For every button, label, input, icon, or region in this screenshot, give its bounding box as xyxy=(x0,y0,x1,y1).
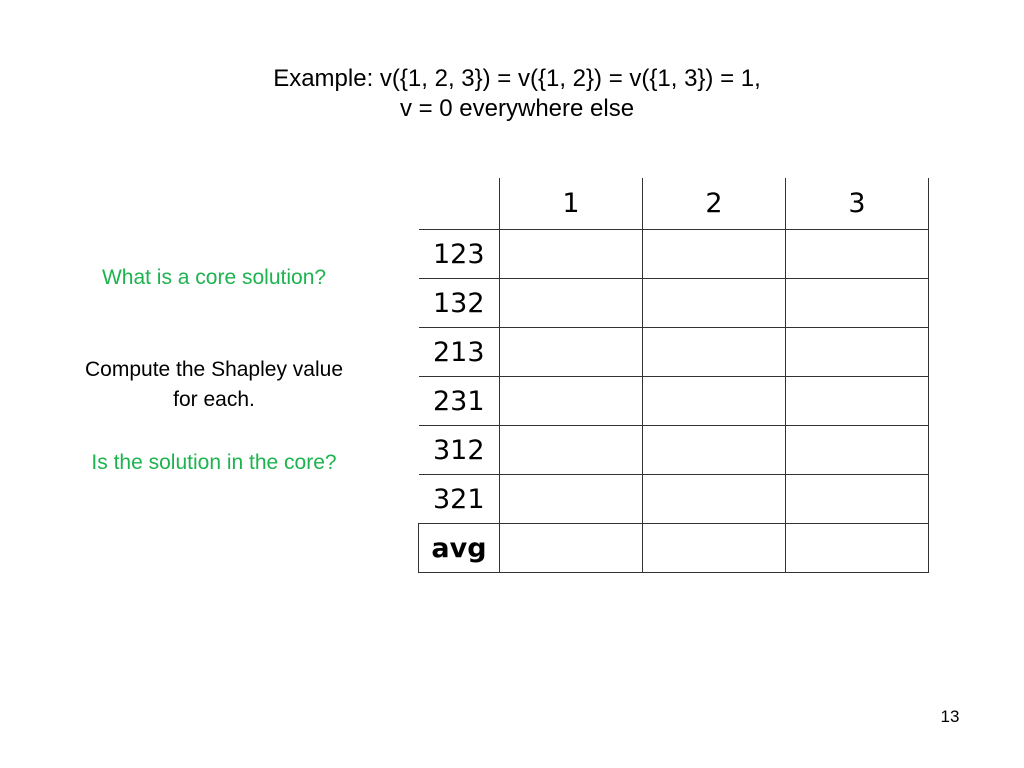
table-cell xyxy=(643,279,786,328)
table-row xyxy=(419,328,929,377)
table-cell xyxy=(786,279,929,328)
title-line-1: Example: v({1, 2, 3}) = v({1, 2}) = v({1, 3}) = 1, xyxy=(273,65,761,92)
row-label-231: 231 xyxy=(419,377,500,426)
column-header-1: 1 xyxy=(500,178,643,230)
table-cell xyxy=(643,426,786,475)
table-row xyxy=(419,377,929,426)
table-cell xyxy=(500,328,643,377)
table-cell xyxy=(786,426,929,475)
table-cell xyxy=(643,377,786,426)
table-cell xyxy=(500,230,643,279)
row-label-213: 213 xyxy=(419,328,500,377)
column-header-3: 3 xyxy=(786,178,929,230)
core-check-question: Is the solution in the core? xyxy=(91,451,337,474)
table-cell xyxy=(786,230,929,279)
table-cell xyxy=(500,377,643,426)
table-cell xyxy=(500,426,643,475)
table-cell xyxy=(643,475,786,524)
table-cell xyxy=(786,475,929,524)
row-label-123: 123 xyxy=(419,230,500,279)
row-label-avg: avg xyxy=(419,524,500,573)
table-cell xyxy=(500,524,643,573)
table-row xyxy=(419,279,929,328)
table-cell xyxy=(786,524,929,573)
shapley-table xyxy=(418,178,929,573)
title-line-2: v = 0 everywhere else xyxy=(399,95,635,122)
table-cell xyxy=(500,279,643,328)
column-header-2: 2 xyxy=(643,178,786,230)
table-cell xyxy=(643,328,786,377)
slide-title xyxy=(0,64,1024,124)
row-label-321: 321 xyxy=(419,475,500,524)
table-row xyxy=(419,524,929,573)
table-corner-cell xyxy=(419,178,500,230)
table-row xyxy=(419,230,929,279)
core-question: What is a core solution? xyxy=(101,266,327,289)
table-row xyxy=(419,426,929,475)
table-cell xyxy=(643,230,786,279)
page-number: 13 xyxy=(940,707,960,726)
compute-instruction: Compute the Shapley value for each. xyxy=(85,358,343,411)
table-row xyxy=(419,475,929,524)
row-label-312: 312 xyxy=(419,426,500,475)
table-header-row xyxy=(419,178,929,230)
table-cell xyxy=(786,377,929,426)
table-cell xyxy=(786,328,929,377)
table-cell xyxy=(643,524,786,573)
table-cell xyxy=(500,475,643,524)
row-label-132: 132 xyxy=(419,279,500,328)
